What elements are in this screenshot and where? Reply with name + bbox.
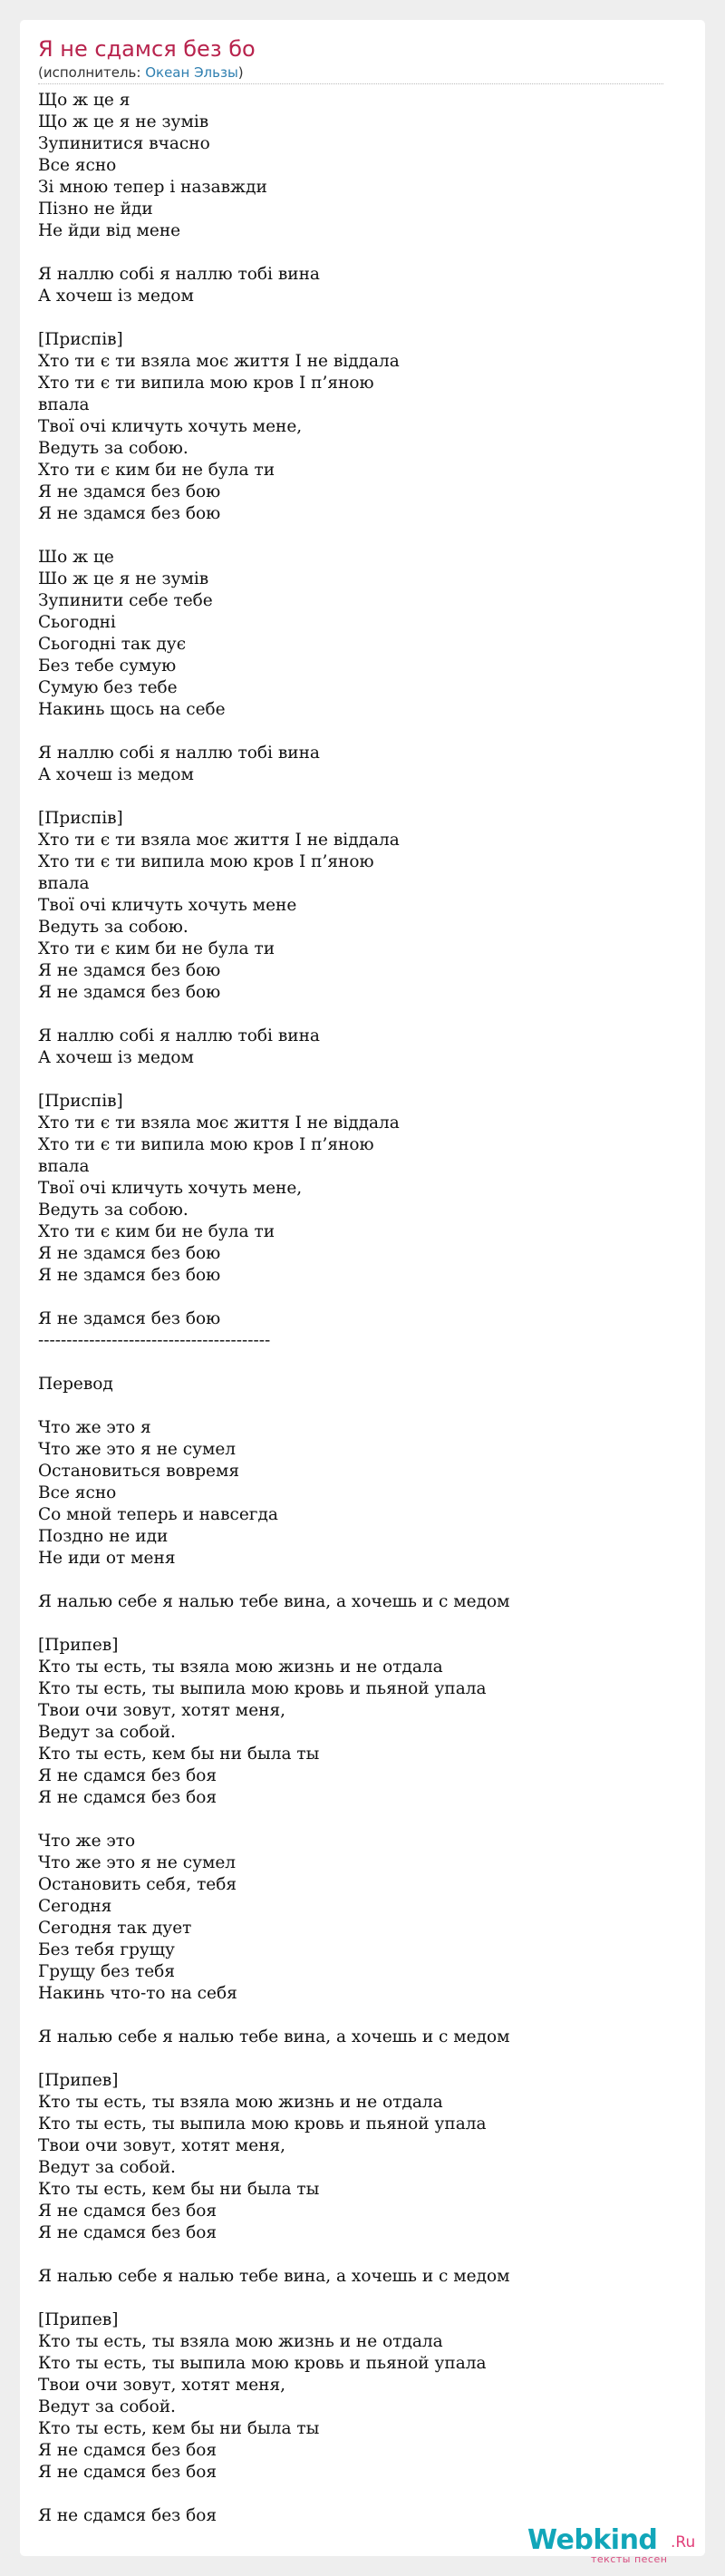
lyric-line [38, 1287, 672, 1308]
lyric-line: Грущу без тебя [38, 1962, 175, 1981]
lyric-line: А хочеш із медом [38, 1048, 194, 1067]
lyric-line: Хто ти є ти випила мою кров І п’яною [38, 852, 374, 871]
lyric-line: Хто ти є ким би не була ти [38, 939, 276, 958]
lyric-line: Твои очи зовут, хотят меня, [38, 2136, 286, 2155]
lyric-line: Кто ты есть, ты взяла мою жизнь и не отдала [38, 2093, 443, 2112]
lyric-line: Я наллю собі я наллю тобі вина [38, 265, 320, 284]
lyric-line: [Припев] [38, 1636, 119, 1655]
lyric-line: Я не здамся без бою [38, 983, 221, 1002]
lyric-line: Хто ти є ти взяла моє життя І не віддала [38, 831, 400, 850]
lyric-line: Кто ты есть, ты выпила мою кровь и пьяной упала [38, 1679, 487, 1698]
lyric-line: Я не сдамся без боя [38, 2463, 218, 2482]
lyric-line: Кто ты есть, кем бы ни была ты [38, 1745, 320, 1764]
lyric-line: Я не сдамся без боя [38, 2441, 218, 2460]
lyric-line: [Приспів] [38, 1092, 123, 1111]
lyric-line: Я налью себе я налью тебе вина, а хочешь и с медом [38, 1592, 510, 1611]
lyric-line: Хто ти є ким би не була ти [38, 1222, 276, 1241]
lyric-line: Зупинитися вчасно [38, 134, 210, 153]
lyric-line [38, 2048, 672, 2070]
lyric-line [38, 525, 672, 547]
lyric-line: Я налью себе я налью тебе вина, а хочешь и с медом [38, 2027, 510, 2046]
lyric-line: Кто ты есть, ты взяла мою жизнь и не отдала [38, 1657, 443, 1677]
lyric-line: Сумую без тебе [38, 678, 178, 697]
logo-text: Webkind [527, 2524, 658, 2556]
lyric-line: Без тебя грущу [38, 1940, 175, 1959]
lyric-line: Ведуть за собою. [38, 439, 188, 458]
lyrics-text [38, 90, 672, 2527]
lyric-line [38, 1069, 672, 1091]
lyric-line: А хочеш із медом [38, 765, 194, 784]
lyric-line: Поздно не иди [38, 1527, 169, 1546]
lyric-line: Перевод [38, 1375, 113, 1394]
lyric-line [38, 2005, 672, 2027]
artist-prefix: (исполнитель: [38, 64, 146, 81]
lyric-line: [Припев] [38, 2310, 119, 2329]
lyric-line: Без тебе сумую [38, 656, 177, 676]
lyric-line: Я не здамся без бою [38, 1244, 221, 1263]
lyric-line: Что же это я не сумел [38, 1853, 237, 1872]
lyric-line [38, 1004, 672, 1026]
lyric-line: Я не здамся без бою [38, 482, 221, 501]
logo-domain: .Ru [671, 2533, 696, 2552]
webkind-logo[interactable] [527, 2524, 700, 2564]
lyric-line: Сегодня [38, 1897, 112, 1916]
lyric-line: Кто ты есть, ты взяла мою жизнь и не отдала [38, 2332, 443, 2351]
lyric-line: Хто ти є ким би не була ти [38, 461, 276, 480]
lyric-line: Накинь что-то на себя [38, 1984, 237, 2003]
lyric-line: Я наллю собі я наллю тобі вина [38, 1026, 320, 1045]
lyric-line: Що ж це я [38, 91, 130, 110]
lyric-line: Я не сдамся без боя [38, 2202, 218, 2221]
lyric-line: Твої очі кличуть хочуть мене [38, 896, 297, 915]
lyric-line: А хочеш із медом [38, 287, 194, 306]
lyric-line: Зі мною тепер і назавжди [38, 178, 267, 197]
lyric-line: Я не здамся без бою [38, 1266, 221, 1285]
lyric-line: Пізно не йди [38, 199, 153, 219]
lyric-line: Я наллю собі я наллю тобі вина [38, 744, 320, 763]
lyric-line: Хто ти є ти випила мою кров І п’яною [38, 1135, 374, 1154]
lyric-line [38, 2484, 672, 2505]
lyric-line: Я не сдамся без боя [38, 2506, 218, 2525]
lyric-line: впала [38, 874, 90, 893]
lyric-line: Что же это [38, 1832, 136, 1851]
lyric-line: Твои очи зовут, хотят меня, [38, 1701, 286, 1720]
lyric-line: [Приспів] [38, 809, 123, 828]
lyric-line [38, 721, 672, 743]
lyric-line: Остановиться вовремя [38, 1462, 240, 1481]
lyric-line: [Припев] [38, 2071, 119, 2090]
lyric-line: Кто ты есть, ты выпила мою кровь и пьяной упала [38, 2114, 487, 2134]
lyric-line: Ведут за собой. [38, 2397, 176, 2416]
lyric-line: Сегодня так дует [38, 1919, 192, 1938]
lyric-line: Кто ты есть, ты выпила мою кровь и пьяной упала [38, 2354, 487, 2373]
lyric-line: Хто ти є ти взяла моє життя І не віддала [38, 1113, 400, 1132]
lyric-line: Я не здамся без бою [38, 504, 221, 523]
lyric-line [38, 2288, 672, 2309]
lyric-line: впала [38, 395, 90, 414]
lyric-line: Ведуть за собою. [38, 1201, 188, 1220]
lyric-line: Ведут за собой. [38, 2158, 176, 2177]
lyric-line: Что же это я не сумел [38, 1440, 237, 1459]
lyric-line: Я не сдамся без боя [38, 2223, 218, 2242]
lyric-line [38, 2244, 672, 2266]
lyric-line: Хто ти є ти випила мою кров І п’яною [38, 374, 374, 393]
lyric-line: Хто ти є ти взяла моє життя І не віддала [38, 352, 400, 371]
song-title: Я не сдамся без бо [38, 36, 256, 62]
lyric-line [38, 1613, 672, 1635]
lyric-line: Не йди від мене [38, 221, 181, 240]
lyric-line: Кто ты есть, кем бы ни была ты [38, 2419, 320, 2438]
lyric-line: Я не сдамся без боя [38, 1766, 218, 1785]
lyric-line: Что же это я [38, 1418, 151, 1437]
lyric-line: Ведут за собой. [38, 1723, 176, 1742]
artist-link[interactable]: Океан Эльзы [145, 64, 238, 81]
lyric-line: Я налью себе я налью тебе вина, а хочешь и с медом [38, 2267, 510, 2286]
lyric-line [38, 1352, 672, 1374]
lyric-line: Остановить себя, тебя [38, 1875, 237, 1894]
lyric-line: Не иди от меня [38, 1549, 176, 1568]
artist-suffix: ) [237, 64, 244, 81]
lyric-line: Сьогодні [38, 613, 116, 632]
lyric-line: впала [38, 1157, 90, 1176]
lyric-line [38, 1570, 672, 1591]
lyric-line: Кто ты есть, кем бы ни была ты [38, 2180, 320, 2199]
lyric-line: ----------------------------------------- [38, 1331, 271, 1350]
lyric-line [38, 1809, 672, 1831]
lyric-line: Все ясно [38, 156, 117, 175]
lyric-line [38, 786, 672, 808]
lyric-line [38, 307, 672, 329]
lyric-line: Я не сдамся без боя [38, 1788, 218, 1807]
lyric-line: Зупинити себе тебе [38, 591, 213, 610]
lyric-line: Со мной теперь и навсегда [38, 1505, 278, 1524]
lyric-line: [Приспів] [38, 330, 123, 349]
lyric-line: Сьогодні так дує [38, 635, 187, 654]
lyric-line: Що ж це я не зумів [38, 112, 209, 131]
lyric-line: Накинь щось на себе [38, 700, 226, 719]
lyric-line: Твої очі кличуть хочуть мене, [38, 417, 303, 436]
lyric-line: Ведуть за собою. [38, 918, 188, 937]
lyric-line [38, 1395, 672, 1417]
lyric-line: Я не здамся без бою [38, 1309, 221, 1328]
lyric-line: Я не здамся без бою [38, 961, 221, 980]
lyric-line: Твои очи зовут, хотят меня, [38, 2376, 286, 2395]
lyric-line: Шо ж це я не зумів [38, 569, 209, 588]
lyric-line: Все ясно [38, 1483, 117, 1502]
logo-subtitle: тексты песен [591, 2553, 668, 2565]
artist-line [38, 63, 663, 84]
lyric-line: Твої очі кличуть хочуть мене, [38, 1179, 303, 1198]
lyrics-card [20, 20, 705, 2565]
lyric-line [38, 242, 672, 264]
lyric-line: Шо ж це [38, 548, 114, 567]
